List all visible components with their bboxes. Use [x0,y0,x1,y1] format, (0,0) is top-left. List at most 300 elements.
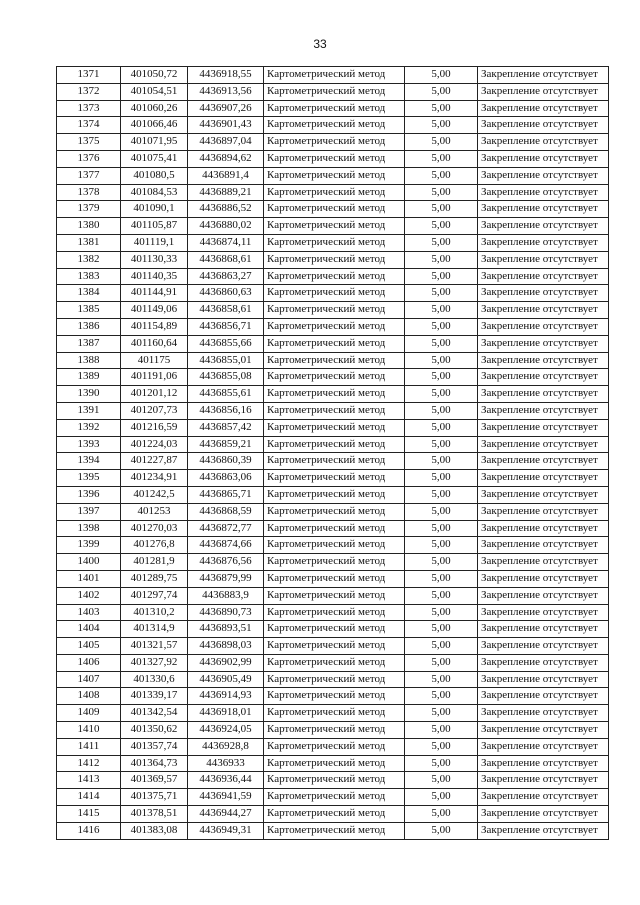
y-coordinate-cell: 4436941,59 [188,789,264,806]
table-row [57,621,609,638]
y-coordinate-cell: 4436859,21 [188,436,264,453]
y-coordinate-cell: 4436907,26 [188,100,264,117]
accuracy-cell: 5,00 [405,587,478,604]
point-number-cell: 1385 [57,302,121,319]
x-coordinate-cell: 401330,6 [121,671,188,688]
method-cell: Картометрический метод [264,100,405,117]
point-number-cell: 1373 [57,100,121,117]
y-coordinate-cell: 4436886,52 [188,201,264,218]
point-number-cell: 1409 [57,705,121,722]
table-row [57,268,609,285]
table-row [57,335,609,352]
table-row [57,419,609,436]
y-coordinate-cell: 4436897,04 [188,134,264,151]
accuracy-cell: 5,00 [405,150,478,167]
method-cell: Картометрический метод [264,638,405,655]
table-row [57,218,609,235]
accuracy-cell: 5,00 [405,251,478,268]
fixation-cell: Закрепление отсутствует [478,436,609,453]
method-cell: Картометрический метод [264,386,405,403]
fixation-cell: Закрепление отсутствует [478,671,609,688]
method-cell: Картометрический метод [264,453,405,470]
fixation-cell: Закрепление отсутствует [478,302,609,319]
accuracy-cell: 5,00 [405,470,478,487]
point-number-cell: 1406 [57,654,121,671]
method-cell: Картометрический метод [264,352,405,369]
method-cell: Картометрический метод [264,772,405,789]
accuracy-cell: 5,00 [405,419,478,436]
accuracy-cell: 5,00 [405,218,478,235]
table-row [57,604,609,621]
y-coordinate-cell: 4436902,99 [188,654,264,671]
point-number-cell: 1382 [57,251,121,268]
fixation-cell: Закрепление отсутствует [478,822,609,839]
point-number-cell: 1390 [57,386,121,403]
fixation-cell: Закрепление отсутствует [478,470,609,487]
fixation-cell: Закрепление отсутствует [478,150,609,167]
table-row [57,537,609,554]
accuracy-cell: 5,00 [405,638,478,655]
x-coordinate-cell: 401207,73 [121,402,188,419]
x-coordinate-cell: 401084,53 [121,184,188,201]
point-number-cell: 1386 [57,318,121,335]
fixation-cell: Закрепление отсутствует [478,705,609,722]
y-coordinate-cell: 4436918,55 [188,67,264,84]
table-row [57,755,609,772]
table-row [57,587,609,604]
y-coordinate-cell: 4436933 [188,755,264,772]
method-cell: Картометрический метод [264,369,405,386]
method-cell: Картометрический метод [264,722,405,739]
method-cell: Картометрический метод [264,251,405,268]
y-coordinate-cell: 4436913,56 [188,83,264,100]
x-coordinate-cell: 401297,74 [121,587,188,604]
x-coordinate-cell: 401234,91 [121,470,188,487]
page-number: 33 [313,37,327,51]
accuracy-cell: 5,00 [405,537,478,554]
table-row [57,150,609,167]
accuracy-cell: 5,00 [405,688,478,705]
table-row [57,688,609,705]
accuracy-cell: 5,00 [405,184,478,201]
x-coordinate-cell: 401160,64 [121,335,188,352]
method-cell: Картометрический метод [264,822,405,839]
table-row [57,369,609,386]
point-number-cell: 1396 [57,486,121,503]
method-cell: Картометрический метод [264,570,405,587]
method-cell: Картометрический метод [264,218,405,235]
accuracy-cell: 5,00 [405,453,478,470]
point-number-cell: 1374 [57,117,121,134]
point-number-cell: 1392 [57,419,121,436]
point-number-cell: 1402 [57,587,121,604]
y-coordinate-cell: 4436874,11 [188,234,264,251]
accuracy-cell: 5,00 [405,352,478,369]
x-coordinate-cell: 401253 [121,503,188,520]
accuracy-cell: 5,00 [405,520,478,537]
y-coordinate-cell: 4436855,08 [188,369,264,386]
point-number-cell: 1393 [57,436,121,453]
x-coordinate-cell: 401339,17 [121,688,188,705]
fixation-cell: Закрепление отсутствует [478,587,609,604]
accuracy-cell: 5,00 [405,436,478,453]
x-coordinate-cell: 401224,03 [121,436,188,453]
y-coordinate-cell: 4436936,44 [188,772,264,789]
accuracy-cell: 5,00 [405,201,478,218]
accuracy-cell: 5,00 [405,268,478,285]
accuracy-cell: 5,00 [405,369,478,386]
table-row [57,772,609,789]
x-coordinate-cell: 401201,12 [121,386,188,403]
fixation-cell: Закрепление отсутствует [478,201,609,218]
x-coordinate-cell: 401227,87 [121,453,188,470]
point-number-cell: 1383 [57,268,121,285]
x-coordinate-cell: 401071,95 [121,134,188,151]
method-cell: Картометрический метод [264,688,405,705]
table-row [57,285,609,302]
y-coordinate-cell: 4436856,71 [188,318,264,335]
x-coordinate-cell: 401350,62 [121,722,188,739]
point-number-cell: 1412 [57,755,121,772]
accuracy-cell: 5,00 [405,302,478,319]
y-coordinate-cell: 4436860,63 [188,285,264,302]
point-number-cell: 1395 [57,470,121,487]
fixation-cell: Закрепление отсутствует [478,755,609,772]
table-row [57,234,609,251]
y-coordinate-cell: 4436876,56 [188,554,264,571]
point-number-cell: 1372 [57,83,121,100]
table-row [57,570,609,587]
table-row [57,436,609,453]
x-coordinate-cell: 401191,06 [121,369,188,386]
accuracy-cell: 5,00 [405,100,478,117]
accuracy-cell: 5,00 [405,789,478,806]
x-coordinate-cell: 401119,1 [121,234,188,251]
fixation-cell: Закрепление отсутствует [478,386,609,403]
point-number-cell: 1384 [57,285,121,302]
table-row [57,722,609,739]
y-coordinate-cell: 4436893,51 [188,621,264,638]
table-row [57,201,609,218]
x-coordinate-cell: 401314,9 [121,621,188,638]
method-cell: Картометрический метод [264,587,405,604]
fixation-cell: Закрепление отсутствует [478,268,609,285]
point-number-cell: 1400 [57,554,121,571]
y-coordinate-cell: 4436863,06 [188,470,264,487]
table-row [57,486,609,503]
table-row [57,134,609,151]
method-cell: Картометрический метод [264,671,405,688]
x-coordinate-cell: 401276,8 [121,537,188,554]
fixation-cell: Закрепление отсутствует [478,654,609,671]
y-coordinate-cell: 4436855,61 [188,386,264,403]
table-row [57,318,609,335]
point-number-cell: 1407 [57,671,121,688]
accuracy-cell: 5,00 [405,755,478,772]
y-coordinate-cell: 4436928,8 [188,738,264,755]
table-row [57,402,609,419]
point-number-cell: 1371 [57,67,121,84]
x-coordinate-cell: 401270,03 [121,520,188,537]
coordinates-table [56,66,609,840]
fixation-cell: Закрепление отсутствует [478,285,609,302]
accuracy-cell: 5,00 [405,604,478,621]
y-coordinate-cell: 4436855,66 [188,335,264,352]
table-row [57,671,609,688]
table-row [57,806,609,823]
point-number-cell: 1408 [57,688,121,705]
fixation-cell: Закрепление отсутствует [478,318,609,335]
fixation-cell: Закрепление отсутствует [478,604,609,621]
method-cell: Картометрический метод [264,234,405,251]
point-number-cell: 1377 [57,167,121,184]
y-coordinate-cell: 4436865,71 [188,486,264,503]
method-cell: Картометрический метод [264,789,405,806]
y-coordinate-cell: 4436863,27 [188,268,264,285]
point-number-cell: 1391 [57,402,121,419]
fixation-cell: Закрепление отсутствует [478,688,609,705]
x-coordinate-cell: 401310,2 [121,604,188,621]
x-coordinate-cell: 401090,1 [121,201,188,218]
fixation-cell: Закрепление отсутствует [478,520,609,537]
fixation-cell: Закрепление отсутствует [478,117,609,134]
y-coordinate-cell: 4436890,73 [188,604,264,621]
x-coordinate-cell: 401378,51 [121,806,188,823]
x-coordinate-cell: 401375,71 [121,789,188,806]
point-number-cell: 1379 [57,201,121,218]
point-number-cell: 1381 [57,234,121,251]
x-coordinate-cell: 401054,51 [121,83,188,100]
fixation-cell: Закрепление отсутствует [478,789,609,806]
y-coordinate-cell: 4436918,01 [188,705,264,722]
coordinates-table-body [57,67,609,840]
fixation-cell: Закрепление отсутствует [478,218,609,235]
x-coordinate-cell: 401149,06 [121,302,188,319]
y-coordinate-cell: 4436949,31 [188,822,264,839]
x-coordinate-cell: 401321,57 [121,638,188,655]
accuracy-cell: 5,00 [405,285,478,302]
point-number-cell: 1387 [57,335,121,352]
fixation-cell: Закрепление отсутствует [478,738,609,755]
method-cell: Картометрический метод [264,621,405,638]
method-cell: Картометрический метод [264,419,405,436]
accuracy-cell: 5,00 [405,570,478,587]
table-row [57,386,609,403]
x-coordinate-cell: 401281,9 [121,554,188,571]
point-number-cell: 1394 [57,453,121,470]
accuracy-cell: 5,00 [405,117,478,134]
method-cell: Картометрический метод [264,335,405,352]
y-coordinate-cell: 4436856,16 [188,402,264,419]
point-number-cell: 1388 [57,352,121,369]
method-cell: Картометрический метод [264,436,405,453]
fixation-cell: Закрепление отсутствует [478,251,609,268]
accuracy-cell: 5,00 [405,83,478,100]
method-cell: Картометрический метод [264,554,405,571]
point-number-cell: 1415 [57,806,121,823]
accuracy-cell: 5,00 [405,806,478,823]
method-cell: Картометрический метод [264,285,405,302]
point-number-cell: 1411 [57,738,121,755]
fixation-cell: Закрепление отсутствует [478,335,609,352]
y-coordinate-cell: 4436924,05 [188,722,264,739]
method-cell: Картометрический метод [264,402,405,419]
accuracy-cell: 5,00 [405,318,478,335]
x-coordinate-cell: 401154,89 [121,318,188,335]
accuracy-cell: 5,00 [405,822,478,839]
method-cell: Картометрический метод [264,117,405,134]
table-row [57,83,609,100]
accuracy-cell: 5,00 [405,772,478,789]
method-cell: Картометрический метод [264,201,405,218]
x-coordinate-cell: 401066,46 [121,117,188,134]
fixation-cell: Закрепление отсутствует [478,234,609,251]
table-row [57,100,609,117]
point-number-cell: 1403 [57,604,121,621]
y-coordinate-cell: 4436944,27 [188,806,264,823]
method-cell: Картометрический метод [264,738,405,755]
y-coordinate-cell: 4436894,62 [188,150,264,167]
method-cell: Картометрический метод [264,806,405,823]
fixation-cell: Закрепление отсутствует [478,134,609,151]
y-coordinate-cell: 4436868,61 [188,251,264,268]
fixation-cell: Закрепление отсутствует [478,772,609,789]
x-coordinate-cell: 401060,26 [121,100,188,117]
fixation-cell: Закрепление отсутствует [478,67,609,84]
table-row [57,638,609,655]
point-number-cell: 1410 [57,722,121,739]
y-coordinate-cell: 4436883,9 [188,587,264,604]
method-cell: Картометрический метод [264,83,405,100]
accuracy-cell: 5,00 [405,486,478,503]
x-coordinate-cell: 401075,41 [121,150,188,167]
table-row [57,184,609,201]
y-coordinate-cell: 4436891,4 [188,167,264,184]
y-coordinate-cell: 4436872,77 [188,520,264,537]
y-coordinate-cell: 4436901,43 [188,117,264,134]
accuracy-cell: 5,00 [405,335,478,352]
y-coordinate-cell: 4436879,99 [188,570,264,587]
point-number-cell: 1375 [57,134,121,151]
method-cell: Картометрический метод [264,67,405,84]
accuracy-cell: 5,00 [405,722,478,739]
method-cell: Картометрический метод [264,705,405,722]
fixation-cell: Закрепление отсутствует [478,806,609,823]
table-row [57,705,609,722]
point-number-cell: 1413 [57,772,121,789]
fixation-cell: Закрепление отсутствует [478,402,609,419]
table-row [57,302,609,319]
x-coordinate-cell: 401216,59 [121,419,188,436]
table-row [57,251,609,268]
point-number-cell: 1414 [57,789,121,806]
method-cell: Картометрический метод [264,150,405,167]
point-number-cell: 1376 [57,150,121,167]
y-coordinate-cell: 4436880,02 [188,218,264,235]
accuracy-cell: 5,00 [405,234,478,251]
table-row [57,453,609,470]
table-row [57,822,609,839]
point-number-cell: 1405 [57,638,121,655]
y-coordinate-cell: 4436914,93 [188,688,264,705]
x-coordinate-cell: 401383,08 [121,822,188,839]
fixation-cell: Закрепление отсутствует [478,570,609,587]
accuracy-cell: 5,00 [405,738,478,755]
fixation-cell: Закрепление отсутствует [478,503,609,520]
method-cell: Картометрический метод [264,470,405,487]
point-number-cell: 1416 [57,822,121,839]
method-cell: Картометрический метод [264,167,405,184]
x-coordinate-cell: 401175 [121,352,188,369]
method-cell: Картометрический метод [264,486,405,503]
x-coordinate-cell: 401369,57 [121,772,188,789]
fixation-cell: Закрепление отсутствует [478,184,609,201]
y-coordinate-cell: 4436889,21 [188,184,264,201]
point-number-cell: 1397 [57,503,121,520]
x-coordinate-cell: 401357,74 [121,738,188,755]
point-number-cell: 1399 [57,537,121,554]
point-number-cell: 1380 [57,218,121,235]
table-row [57,789,609,806]
x-coordinate-cell: 401080,5 [121,167,188,184]
method-cell: Картометрический метод [264,520,405,537]
x-coordinate-cell: 401050,72 [121,67,188,84]
fixation-cell: Закрепление отсутствует [478,83,609,100]
fixation-cell: Закрепление отсутствует [478,638,609,655]
point-number-cell: 1378 [57,184,121,201]
accuracy-cell: 5,00 [405,503,478,520]
fixation-cell: Закрепление отсутствует [478,100,609,117]
table-row [57,738,609,755]
table-row [57,167,609,184]
y-coordinate-cell: 4436857,42 [188,419,264,436]
accuracy-cell: 5,00 [405,705,478,722]
fixation-cell: Закрепление отсутствует [478,369,609,386]
point-number-cell: 1404 [57,621,121,638]
method-cell: Картометрический метод [264,134,405,151]
accuracy-cell: 5,00 [405,671,478,688]
table-row [57,520,609,537]
y-coordinate-cell: 4436868,59 [188,503,264,520]
method-cell: Картометрический метод [264,537,405,554]
method-cell: Картометрический метод [264,302,405,319]
method-cell: Картометрический метод [264,755,405,772]
point-number-cell: 1398 [57,520,121,537]
method-cell: Картометрический метод [264,654,405,671]
accuracy-cell: 5,00 [405,654,478,671]
x-coordinate-cell: 401130,33 [121,251,188,268]
accuracy-cell: 5,00 [405,386,478,403]
fixation-cell: Закрепление отсутствует [478,453,609,470]
fixation-cell: Закрепление отсутствует [478,621,609,638]
y-coordinate-cell: 4436898,03 [188,638,264,655]
x-coordinate-cell: 401144,91 [121,285,188,302]
y-coordinate-cell: 4436905,49 [188,671,264,688]
method-cell: Картометрический метод [264,184,405,201]
accuracy-cell: 5,00 [405,167,478,184]
x-coordinate-cell: 401105,87 [121,218,188,235]
table-row [57,654,609,671]
fixation-cell: Закрепление отсутствует [478,419,609,436]
method-cell: Картометрический метод [264,604,405,621]
y-coordinate-cell: 4436858,61 [188,302,264,319]
method-cell: Картометрический метод [264,503,405,520]
table-row [57,503,609,520]
fixation-cell: Закрепление отсутствует [478,554,609,571]
accuracy-cell: 5,00 [405,554,478,571]
accuracy-cell: 5,00 [405,621,478,638]
point-number-cell: 1389 [57,369,121,386]
